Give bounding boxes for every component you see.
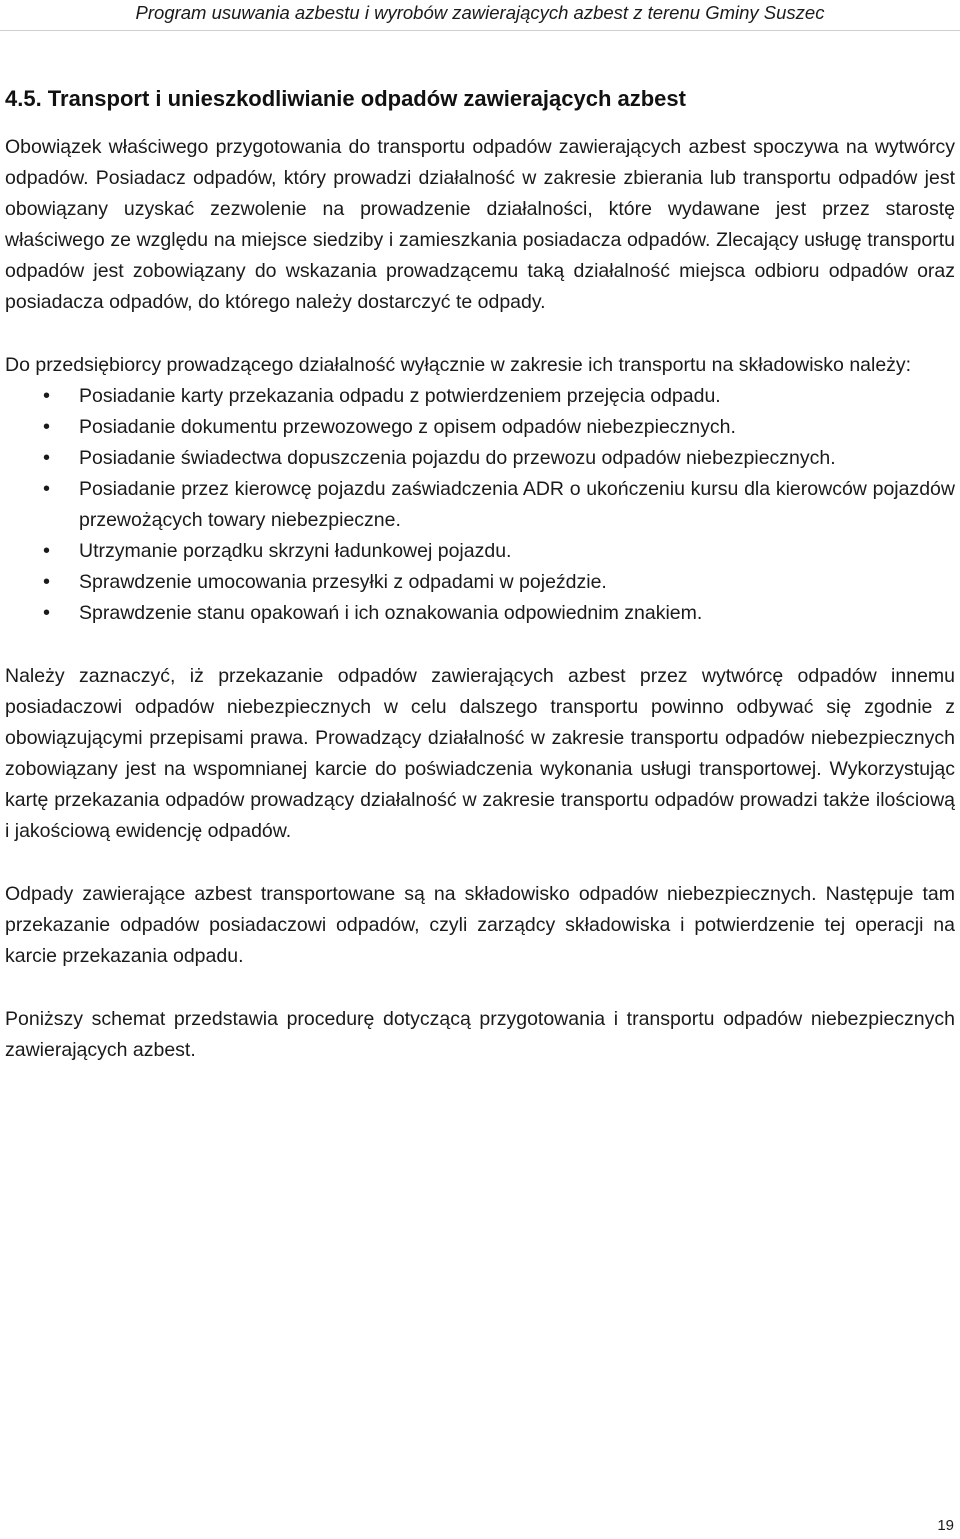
paragraph-scheme-intro: Poniższy schemat przedstawia procedurę dotyczącą przygotowania i transportu odpadów niebezpiecznych zawierających azbest. xyxy=(5,1008,955,1061)
list-item-text: Posiadanie przez kierowcę pojazdu zaświadczenia ADR o ukończeniu kursu dla kierowców pojazdów przewożących towary niebezpieczne. xyxy=(79,478,955,531)
paragraph-carrier-duties-intro: Do przedsiębiorcy prowadzącego działalność wyłącznie w zakresie ich transportu na składowisko należy: xyxy=(5,354,912,376)
running-header xyxy=(0,0,960,31)
list-item-text: Posiadanie dokumentu przewozowego z opisem odpadów niebezpiecznych. xyxy=(79,416,736,438)
list-item xyxy=(5,474,955,536)
carrier-requirements-list xyxy=(5,381,955,629)
page-number: 19 xyxy=(937,1517,954,1534)
list-item-text: Posiadanie świadectwa dopuszczenia pojazdu do przewozu odpadów niebezpiecznych. xyxy=(79,447,836,469)
list-item xyxy=(5,598,955,629)
bullet-icon: • xyxy=(43,416,51,438)
list-item-text: Posiadanie karty przekazania odpadu z potwierdzeniem przejęcia odpadu. xyxy=(79,385,721,407)
running-header-title: Program usuwania azbestu i wyrobów zawierających azbest z terenu Gminy Suszec xyxy=(135,2,825,23)
list-item-text: Sprawdzenie stanu opakowań i ich oznakowania odpowiednim znakiem. xyxy=(79,602,703,624)
bullet-icon: • xyxy=(43,478,51,500)
list-item xyxy=(5,443,955,474)
list-item xyxy=(5,567,955,598)
paragraph-transport-obligations: Obowiązek właściwego przygotowania do transportu odpadów zawierających azbest spoczywa na wytwórcy odpadów. Posiadacz odpadów, który prowadzi działalność w zakresie zbierania lub transportu odpadów jest obowiązany uzyskać zezwolenie na prowadzenie działalności, które wydawane jest przez starostę właściwego ze względu na miejsce siedziby i zamieszkania posiadacza odpadów. Zlecający usługę transportu odpadów jest zobowiązany do wskazania prowadzącemu taką działalność miejsca odbioru odpadów oraz posiadacza odpadów, do którego należy dostarczyć te odpady. xyxy=(5,136,955,313)
page-content xyxy=(5,84,955,1066)
bullet-icon: • xyxy=(43,447,51,469)
bullet-icon: • xyxy=(43,385,51,407)
list-item xyxy=(5,536,955,567)
list-item-text: Utrzymanie porządku skrzyni ładunkowej pojazdu. xyxy=(79,540,512,562)
paragraph-landfill-transfer: Odpady zawierające azbest transportowane są na składowisko odpadów niebezpiecznych. Następuje tam przekazanie odpadów posiadaczowi odpadów, czyli zarządcy składowiska i potwierdzenie tej operacji na karcie przekazania odpadu. xyxy=(5,883,955,967)
paragraph-transfer-regulations: Należy zaznaczyć, iż przekazanie odpadów zawierających azbest przez wytwórcę odpadów innemu posiadaczowi odpadów niebezpiecznych w celu dalszego transportu powinno odbywać się zgodnie z obowiązującymi przepisami prawa. Prowadzący działalność w zakresie transportu odpadów niebezpiecznych zobowiązany jest na wspomnianej karcie do poświadczenia wykonania usługi transportowej. Wykorzystując kartę przekazania odpadów prowadzący działalność w zakresie transportu odpadów prowadzi także ilościową i jakościową ewidencję odpadów. xyxy=(5,665,955,842)
bullet-icon: • xyxy=(43,571,51,593)
section-heading: 4.5. Transport i unieszkodliwianie odpadów zawierających azbest xyxy=(5,86,686,111)
bullet-icon: • xyxy=(43,602,51,624)
list-item-text: Sprawdzenie umocowania przesyłki z odpadami w pojeździe. xyxy=(79,571,607,593)
bullet-icon: • xyxy=(43,540,51,562)
list-item xyxy=(5,381,955,412)
list-item xyxy=(5,412,955,443)
